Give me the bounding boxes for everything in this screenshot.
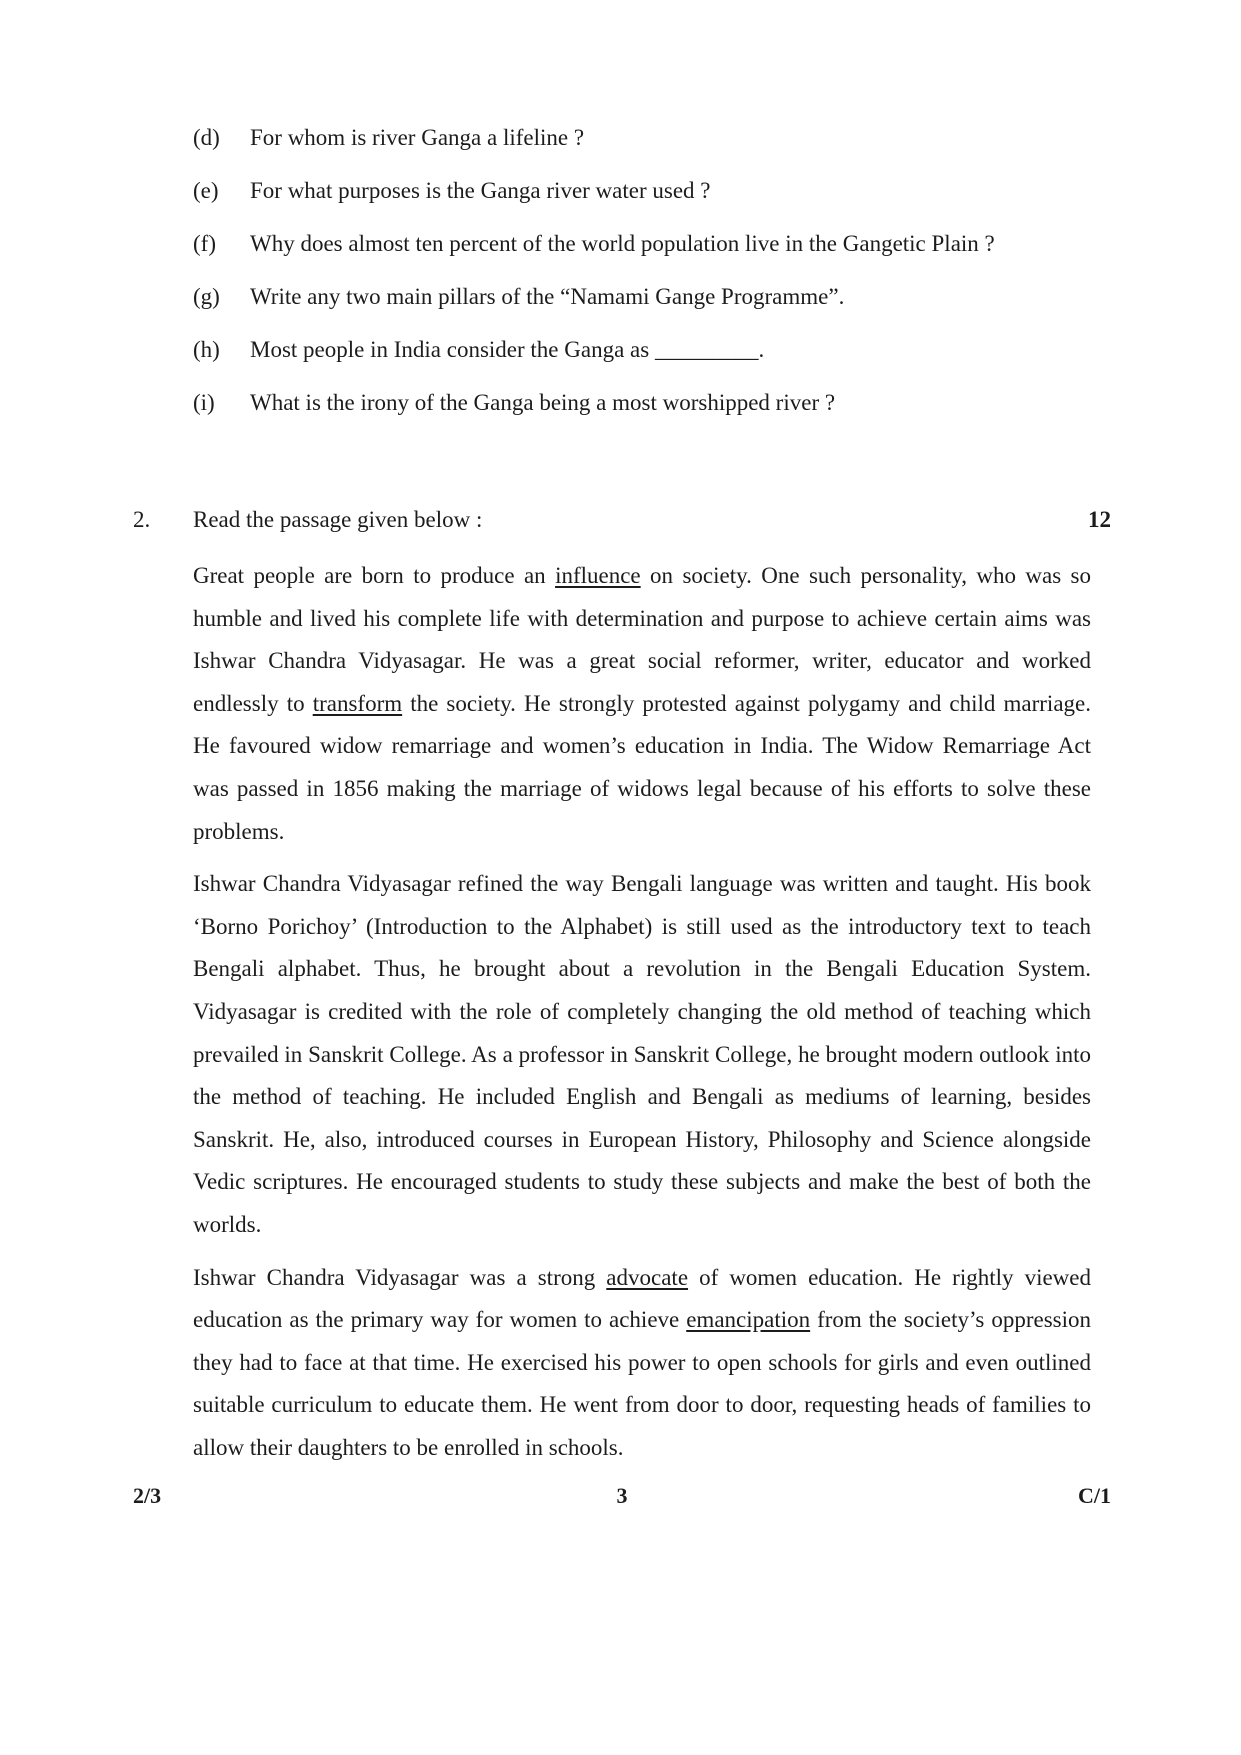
page-footer [133,1476,1111,1516]
question-text: What is the irony of the Ganga being a most worshipped river ? [250,390,836,415]
question-label: (d) [193,125,220,150]
question-text: Why does almost ten percent of the world population live in the Gangetic Plain ? [250,231,995,256]
underlined-word-emancipation: emancipation [686,1307,811,1333]
passage-text: on society. One such personality, who was so humble and lived his complete life with determination and purpose to achieve certain aims was Ishwar Chandra Vidyasagar. He was a great social reformer, writer, educator and worked endlessly to [193,563,1091,716]
question-number: 2. [133,507,151,532]
question-item [193,171,1093,224]
question-instruction: Read the passage given below : [193,507,483,532]
question-text: For what purposes is the Ganga river water used ? [250,178,711,203]
underlined-word-transform: transform [312,690,403,716]
marks-label: 12 [1088,507,1111,532]
passage-paragraph-1 [193,555,1091,853]
question-item [193,118,1093,171]
passage-text: Great people are born to produce an [193,563,556,588]
question-label: (h) [193,337,220,362]
question-item [193,224,1093,277]
passage-paragraph-2: Ishwar Chandra Vidyasagar refined the way Bengali language was written and taught. His book ‘Borno Porichoy’ (Introduction to the Alphabet) is still used as the introductory text to teach Bengali alphabet. Thus, he brought about a revolution in the Bengali Education System. Vidyasagar is credited with the role of completely changing the old method of teaching which prevailed in Sanskrit College. As a professor in Sanskrit College, he brought modern outlook into the method of teaching. He included English and Bengali as mediums of learning, besides Sanskrit. He, also, introduced courses in European History, Philosophy and Science alongside Vedic scriptures. He encouraged students to study these subjects and make the best of both the worlds. [193,871,1091,1237]
question-item [193,383,1093,436]
question-label: (i) [193,390,215,415]
underlined-word-advocate: advocate [606,1264,689,1290]
page-number: 3 [616,1483,628,1508]
passage-text: of women education. He rightly viewed education as the primary way for women to achieve [193,1264,1091,1333]
question-item [193,277,1093,330]
passage-text: from the society’s oppression they had to face at that time. He exercised his power to open schools for girls and even outlined suitable curriculum to educate them. He went from door to door, requesting heads of families to allow their daughters to be enrolled in schools. [193,1307,1091,1460]
question-list [193,118,1093,436]
footer-right-code: C/1 [1078,1483,1111,1508]
question-text: For whom is river Ganga a lifeline ? [250,125,585,150]
underlined-word-influence: influence [555,563,641,588]
passage-paragraph-3 [193,1257,1091,1470]
question-item [193,330,1093,383]
reading-passage [193,555,1091,1479]
question-2-header [133,500,1111,540]
question-label: (g) [193,284,220,309]
question-label: (f) [193,231,216,256]
passage-text: the society. He strongly protested against polygamy and child marriage. He favoured widow remarriage and women’s education in India. The Widow Remarriage Act was passed in 1856 making the marriage of widows legal because of his efforts to solve these problems. [193,690,1091,844]
footer-left-code: 2/3 [133,1483,162,1508]
question-text: Most people in India consider the Ganga as _________. [250,337,765,362]
question-text: Write any two main pillars of the “Namami Gange Programme”. [250,284,845,309]
passage-text: Ishwar Chandra Vidyasagar was a strong [193,1264,607,1290]
question-label: (e) [193,178,219,203]
